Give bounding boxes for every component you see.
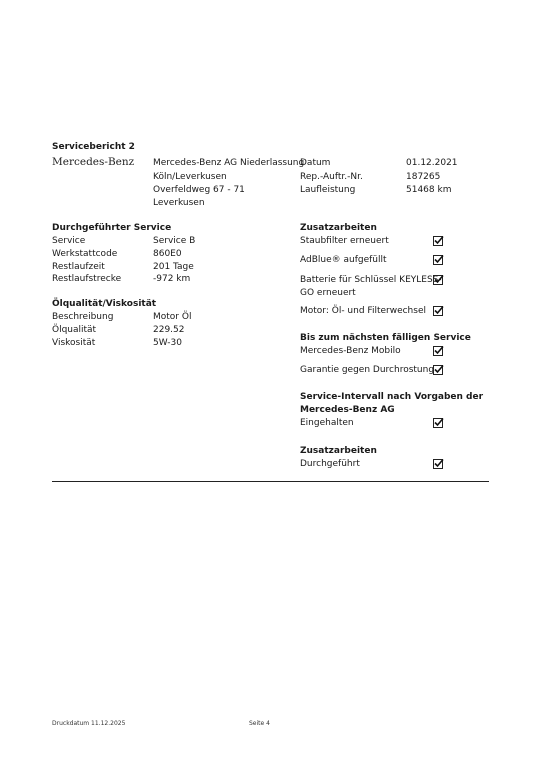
dealer-line-3: Overfeldweg 67 - 71 — [153, 185, 245, 195]
extra-work-2-heading: Zusatzarbeiten — [300, 446, 377, 456]
oil-quality-label: Ölqualität — [52, 325, 97, 335]
remaining-time-value: 201 Tage — [153, 262, 194, 272]
key-battery-label-cont: GO erneuert — [300, 288, 356, 298]
print-date: Druckdatum 11.12.2025 — [52, 720, 126, 727]
section-divider — [52, 481, 489, 482]
key-battery-label: Batterie für Schlüssel KEYLESS- — [300, 275, 442, 285]
check-icon — [433, 345, 444, 356]
page-number: Seite 4 — [249, 720, 270, 727]
dust-filter-label: Staubfilter erneuert — [300, 236, 389, 246]
mobilo-checkbox[interactable] — [433, 346, 443, 356]
brand-logo-text: Mercedes-Benz — [52, 156, 135, 168]
meta-value-date: 01.12.2021 — [406, 158, 458, 168]
oil-change-label: Motor: Öl- und Filterwechsel — [300, 306, 426, 316]
performed-label: Durchgeführt — [300, 459, 360, 469]
next-service-heading: Bis zum nächsten fälligen Service — [300, 333, 471, 343]
workshop-code-value: 860E0 — [153, 249, 182, 259]
extra-work-heading: Zusatzarbeiten — [300, 223, 377, 233]
check-icon — [433, 417, 444, 428]
check-icon — [433, 364, 444, 375]
oil-quality-value: 229.52 — [153, 325, 185, 335]
meta-value-order: 187265 — [406, 172, 441, 182]
viscosity-label: Viskosität — [52, 338, 96, 348]
performed-checkbox[interactable] — [433, 459, 443, 469]
adblue-checkbox[interactable] — [433, 255, 443, 265]
key-battery-checkbox[interactable] — [433, 275, 443, 285]
meta-label-date: Datum — [300, 158, 331, 168]
remaining-distance-value: -972 km — [153, 274, 191, 284]
adblue-label: AdBlue® aufgefüllt — [300, 255, 387, 265]
interval-kept-label: Eingehalten — [300, 418, 354, 428]
oil-description-label: Beschreibung — [52, 312, 114, 322]
oil-heading: Ölqualität/Viskosität — [52, 299, 157, 309]
check-icon — [433, 458, 444, 469]
service-value: Service B — [153, 236, 196, 246]
remaining-time-label: Restlaufzeit — [52, 262, 105, 272]
interval-heading-line-1: Service-Intervall nach Vorgaben der — [300, 392, 484, 402]
meta-label-mileage: Laufleistung — [300, 185, 356, 195]
rust-warranty-checkbox[interactable] — [433, 365, 443, 375]
interval-kept-checkbox[interactable] — [433, 418, 443, 428]
oil-description-value: Motor Öl — [153, 312, 192, 322]
meta-label-order: Rep.-Auftr.-Nr. — [300, 172, 363, 182]
mobilo-label: Mercedes-Benz Mobilo — [300, 346, 401, 356]
dust-filter-checkbox[interactable] — [433, 236, 443, 246]
dealer-line-4: Leverkusen — [153, 198, 205, 208]
meta-value-mileage: 51468 km — [406, 185, 452, 195]
report-title: Servicebericht 2 — [52, 142, 135, 152]
check-icon — [433, 274, 444, 285]
oil-change-checkbox[interactable] — [433, 306, 443, 316]
rust-warranty-label: Garantie gegen Durchrostung — [300, 365, 435, 375]
viscosity-value: 5W-30 — [153, 338, 182, 348]
check-icon — [433, 254, 444, 265]
check-icon — [433, 305, 444, 316]
service-label: Service — [52, 236, 86, 246]
service-heading: Durchgeführter Service — [52, 223, 172, 233]
check-icon — [433, 235, 444, 246]
remaining-distance-label: Restlaufstrecke — [52, 274, 122, 284]
workshop-code-label: Werkstattcode — [52, 249, 118, 259]
dealer-line-1: Mercedes-Benz AG Niederlassung — [153, 158, 305, 168]
interval-heading-line-2: Mercedes-Benz AG — [300, 405, 395, 415]
dealer-line-2: Köln/Leverkusen — [153, 172, 227, 182]
